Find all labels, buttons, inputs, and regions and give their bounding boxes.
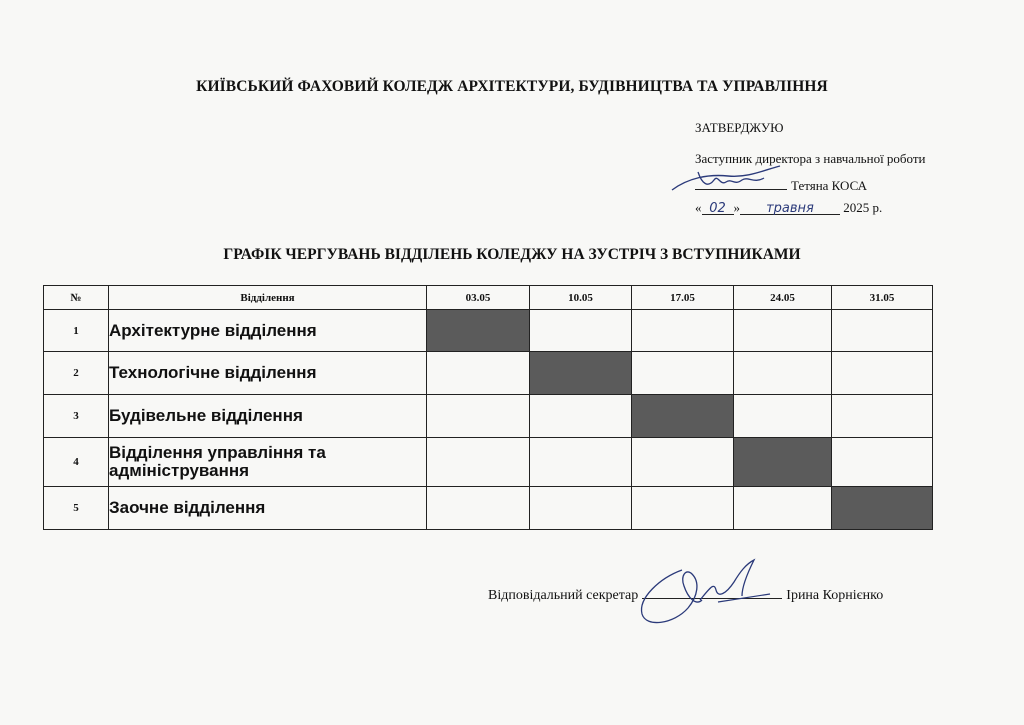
duty-cell	[832, 438, 933, 487]
approval-date-row: « 02 » травня 2025 р.	[695, 200, 883, 216]
duty-cell-filled	[530, 352, 632, 395]
duty-cell	[530, 487, 632, 530]
duty-cell	[832, 310, 933, 352]
header-date: 24.05	[734, 286, 832, 310]
deputy-signature	[668, 160, 788, 200]
row-number: 4	[44, 438, 109, 487]
table-header-row	[44, 286, 933, 310]
duty-cell	[734, 487, 832, 530]
duty-cell-filled	[427, 310, 530, 352]
secretary-signature	[630, 552, 780, 632]
header-date: 31.05	[832, 286, 933, 310]
approval-signer-name: Тетяна КОСА	[791, 178, 867, 193]
approval-label: ЗАТВЕРДЖУЮ	[695, 120, 784, 135]
duty-cell	[734, 395, 832, 438]
duty-cell	[530, 438, 632, 487]
row-number: 1	[44, 310, 109, 352]
duty-cell-filled	[734, 438, 832, 487]
table-row	[44, 487, 933, 530]
header-date: 10.05	[530, 286, 632, 310]
table-row	[44, 395, 933, 438]
duty-cell-filled	[832, 487, 933, 530]
duty-cell	[427, 352, 530, 395]
duty-cell	[427, 395, 530, 438]
header-date: 03.05	[427, 286, 530, 310]
duty-cell	[632, 352, 734, 395]
row-department: Архітектурне відділення	[109, 310, 427, 352]
duty-cell	[734, 352, 832, 395]
row-department: Технологічне відділення	[109, 352, 427, 395]
secretary-name: Ірина Корнієнко	[786, 588, 884, 603]
date-year: 2025 р.	[843, 200, 883, 215]
duty-schedule-table	[43, 285, 933, 530]
date-month: травня	[740, 202, 840, 215]
duty-cell	[632, 438, 734, 487]
row-department: Будівельне відділення	[109, 395, 427, 438]
duty-cell	[632, 310, 734, 352]
table-row	[44, 310, 933, 352]
duty-cell	[530, 310, 632, 352]
duty-cell	[832, 352, 933, 395]
table-row	[44, 352, 933, 395]
duty-cell	[832, 395, 933, 438]
college-name: КИЇВСЬКИЙ ФАХОВИЙ КОЛЕДЖ АРХІТЕКТУРИ, БУДІВНИЦТВА ТА УПРАВЛІННЯ	[196, 78, 828, 95]
row-number: 3	[44, 395, 109, 438]
row-department: Відділення управління та адміністрування	[109, 438, 427, 487]
duty-cell	[530, 395, 632, 438]
row-number: 2	[44, 352, 109, 395]
document-title: ГРАФІК ЧЕРГУВАНЬ ВІДДІЛЕНЬ КОЛЕДЖУ НА ЗУСТРІЧ З ВСТУПНИКАМИ	[223, 246, 801, 263]
row-number: 5	[44, 487, 109, 530]
header-department: Відділення	[109, 286, 427, 310]
duty-cell	[427, 487, 530, 530]
table-row	[44, 438, 933, 487]
date-day: 02	[702, 202, 734, 215]
duty-cell	[427, 438, 530, 487]
duty-cell-filled	[632, 395, 734, 438]
row-department: Заочне відділення	[109, 487, 427, 530]
header-date: 17.05	[632, 286, 734, 310]
duty-cell	[734, 310, 832, 352]
secretary-label: Відповідальний секретар	[488, 588, 639, 603]
duty-cell	[632, 487, 734, 530]
header-number: №	[44, 286, 109, 310]
approval-position: Заступник директора з навчальної роботи	[695, 151, 926, 166]
